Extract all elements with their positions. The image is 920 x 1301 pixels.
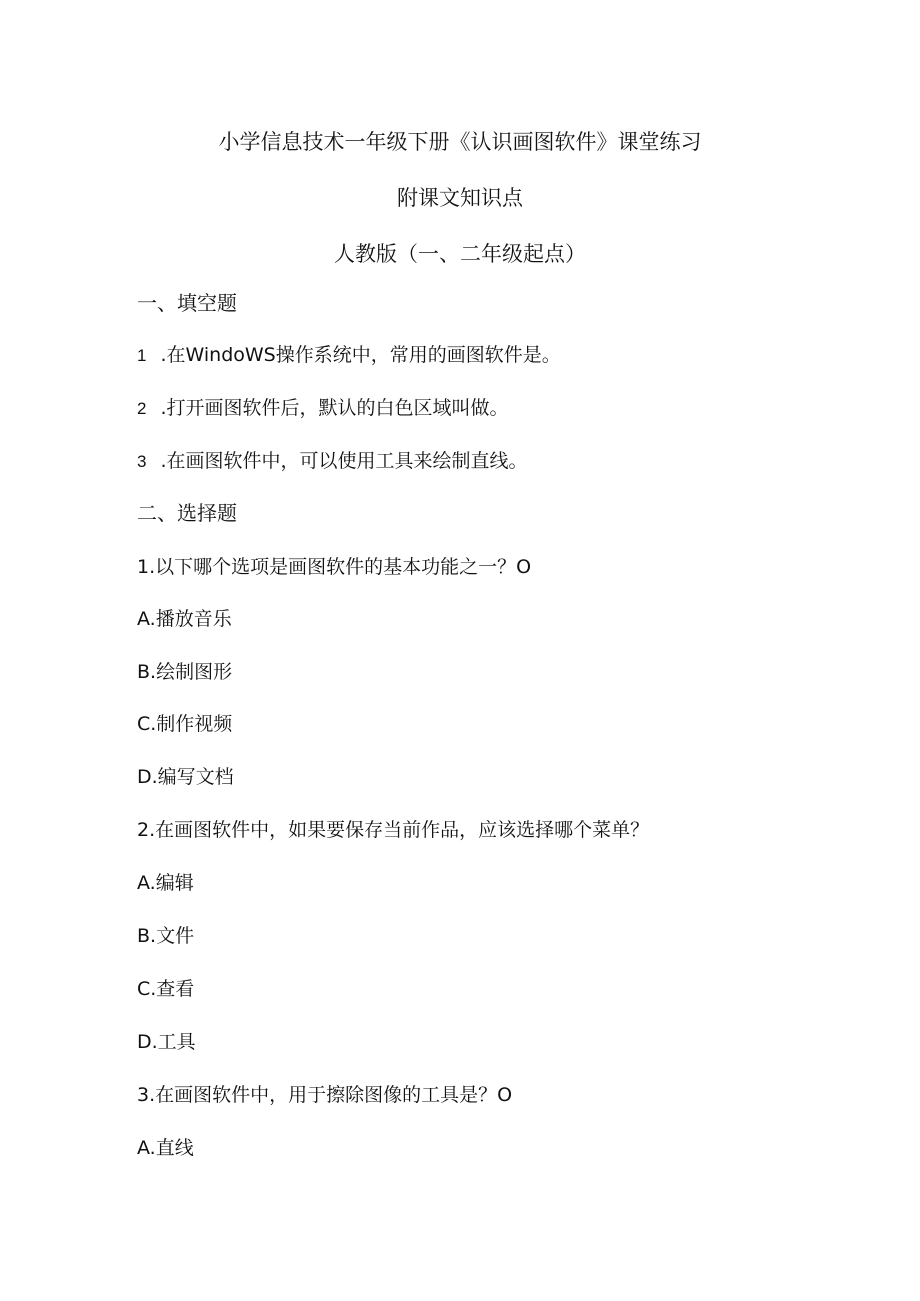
question-3: 3.在画图软件中，用于擦除图像的工具是？O [137,1084,513,1106]
question-1-option-c: C.制作视频 [137,713,233,735]
question-2-option-c: C.查看 [137,978,195,1000]
question-2: 2.在画图软件中，如果要保存当前作品，应该选择哪个菜单？ [137,819,650,841]
document-title: 小学信息技术一年级下册《认识画图软件》课堂练习 [218,130,702,154]
item-text: .在画图软件中，可以使用工具来绘制直线。 [160,450,528,472]
item-number: 2 [137,399,147,418]
item-number: 3 [137,452,147,471]
fill-blank-item-1 [137,342,561,369]
section-heading-multiple-choice: 二、选择题 [137,501,237,525]
question-1-option-a: A.播放音乐 [137,608,232,630]
question-2-option-d: D.工具 [137,1031,196,1053]
question-2-option-b: B.文件 [137,925,195,947]
fill-blank-item-3 [137,448,528,475]
question-2-option-a: A.编辑 [137,872,194,894]
question-1-option-d: D.编写文档 [137,766,234,788]
question-3-option-a: A.直线 [137,1137,194,1159]
item-text: .在WindoWS操作系统中，常用的画图软件是。 [160,344,561,366]
fill-blank-item-2 [137,395,509,422]
item-text: .打开画图软件后，默认的白色区域叫做。 [160,397,509,419]
section-heading-fill-blank: 一、填空题 [137,291,237,315]
document-edition: 人教版（一、二年级起点） [334,242,586,266]
question-1: 1.以下哪个选项是画图软件的基本功能之一？O [137,556,532,578]
question-1-option-b: B.绘制图形 [137,661,233,683]
document-subtitle: 附课文知识点 [397,186,523,210]
item-number: 1 [137,346,147,365]
